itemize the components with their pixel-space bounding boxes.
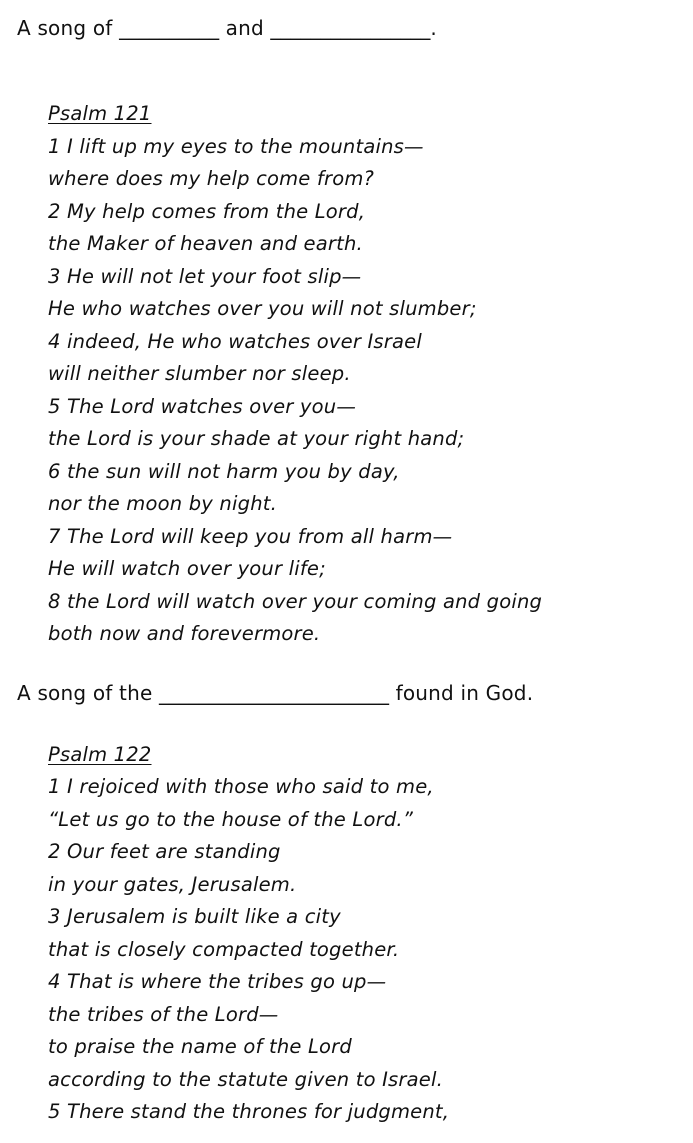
psalm-line: 4 That is where the tribes go up— bbox=[48, 970, 387, 993]
psalm-line: where does my help come from? bbox=[48, 167, 375, 190]
fill-in-blank-1[interactable]: __________ bbox=[119, 16, 220, 40]
psalm-121-lines bbox=[48, 131, 693, 651]
psalm-line: 3 Jerusalem is built like a city bbox=[48, 905, 341, 928]
fill-in-blank-3[interactable]: _______________________ bbox=[159, 680, 390, 705]
psalm-line: in your gates, Jerusalem. bbox=[48, 872, 297, 896]
prompt-1-connector: and bbox=[219, 16, 271, 40]
psalm-line: 5 The Lord watches over you— bbox=[48, 394, 357, 418]
psalm-line: the Lord is your shade at your right hand; bbox=[48, 427, 465, 450]
psalm-line: to praise the name of the Lord bbox=[48, 1035, 352, 1058]
psalm-line: 1 I rejoiced with those who said to me, bbox=[48, 775, 434, 798]
psalm-122-lines bbox=[48, 771, 693, 1129]
psalm-line: the tribes of the Lord— bbox=[48, 1002, 279, 1026]
psalm-line: nor the moon by night. bbox=[48, 492, 277, 515]
psalm-121-block bbox=[48, 98, 693, 651]
psalm-line: 6 the sun will not harm you by day, bbox=[48, 459, 400, 483]
psalm-line: 8 the Lord will watch over your coming and going bbox=[48, 589, 543, 613]
prompt-1-period: . bbox=[430, 16, 437, 40]
psalm-line: according to the statute given to Israel. bbox=[48, 1067, 444, 1091]
prompt-line-1 bbox=[17, 0, 693, 42]
psalm-line: will neither slumber nor sleep. bbox=[48, 362, 351, 385]
psalm-line: 7 The Lord will keep you from all harm— bbox=[48, 524, 453, 548]
psalm-122-block bbox=[48, 739, 693, 1129]
prompt-line-2 bbox=[17, 679, 693, 707]
psalm-line: 4 indeed, He who watches over Israel bbox=[48, 329, 422, 353]
psalm-121-title: Psalm 121 bbox=[48, 102, 152, 125]
psalm-line: the Maker of heaven and earth. bbox=[48, 232, 363, 255]
psalm-122-title: Psalm 122 bbox=[48, 742, 152, 766]
psalm-line: “Let us go to the house of the Lord.” bbox=[48, 807, 414, 831]
psalm-line: 1 I lift up my eyes to the mountains— bbox=[48, 134, 424, 158]
psalm-line: 3 He will not let your foot slip— bbox=[48, 264, 362, 288]
prompt-1-text: A song of bbox=[17, 16, 120, 40]
prompt-2-suffix: found in God. bbox=[389, 680, 534, 705]
psalm-line: 5 There stand the thrones for judgment, bbox=[48, 1100, 450, 1123]
fill-in-blank-2[interactable]: ________________ bbox=[270, 16, 431, 40]
prompt-2-text: A song of the bbox=[17, 680, 160, 705]
psalm-line: 2 Our feet are standing bbox=[48, 840, 281, 863]
psalm-line: 2 My help comes from the Lord, bbox=[48, 199, 366, 223]
psalm-line: He who watches over you will not slumber; bbox=[48, 297, 477, 320]
psalm-line: that is closely compacted together. bbox=[48, 937, 400, 961]
psalm-line: He will watch over your life; bbox=[48, 557, 326, 580]
psalm-line: both now and forevermore. bbox=[48, 622, 321, 645]
